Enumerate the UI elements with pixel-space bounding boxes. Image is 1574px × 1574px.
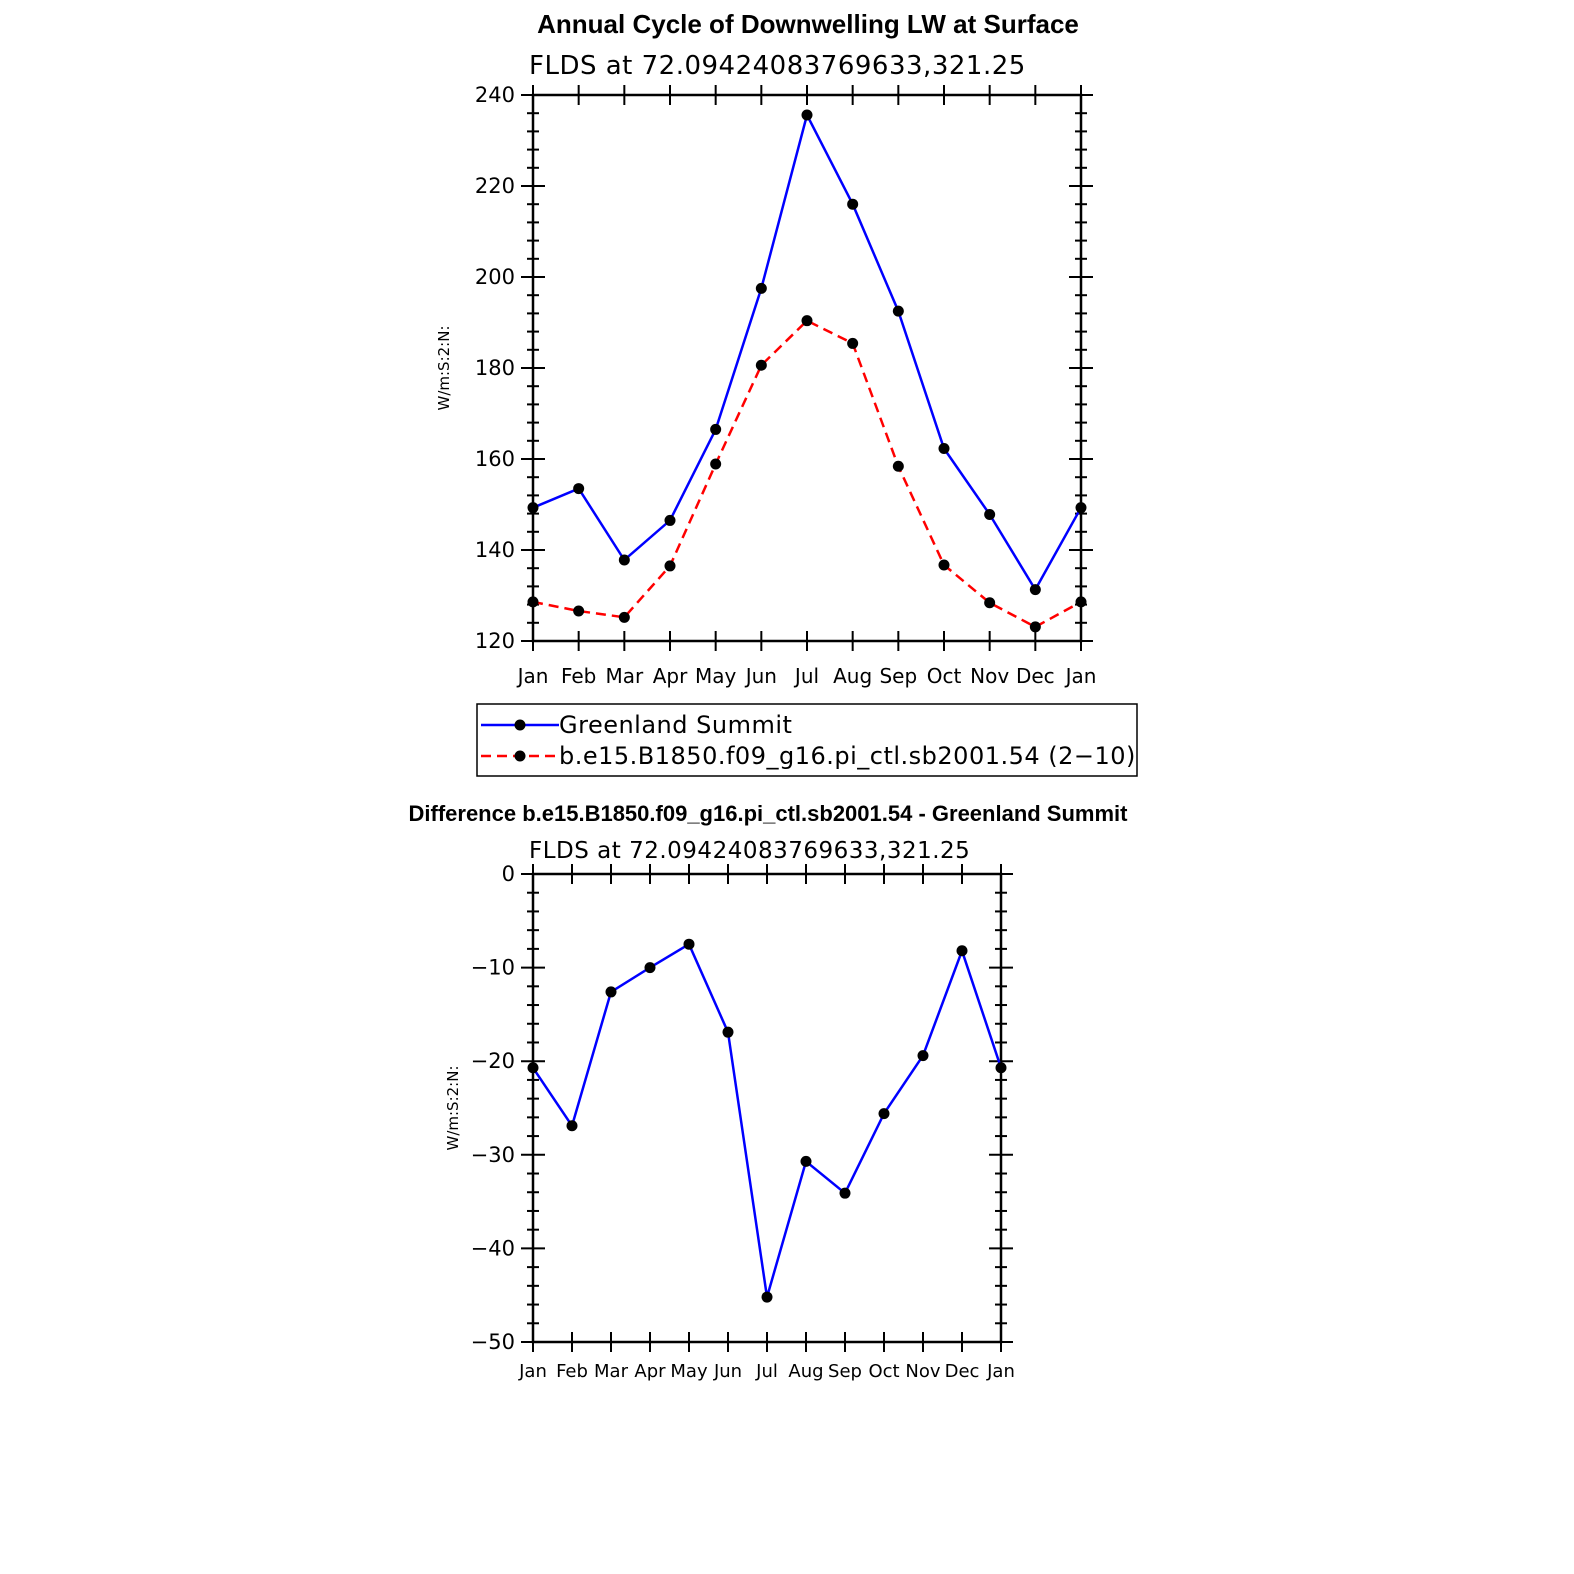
- x-tick-label-apr: Apr: [634, 1361, 666, 1382]
- y-axis-label: W/m:S:2:N:: [435, 325, 453, 411]
- data-point: [1076, 502, 1087, 513]
- data-point: [879, 1108, 890, 1119]
- data-point: [801, 1156, 812, 1167]
- data-point: [847, 338, 858, 349]
- x-tick-label-jan: Jan: [1065, 664, 1097, 688]
- x-tick-label-aug: Aug: [788, 1361, 824, 1382]
- y-tick-label: 200: [474, 265, 515, 289]
- y-tick-label: 160: [474, 447, 515, 471]
- chart-subtitle: FLDS at 72.09424083769633,321.25: [529, 838, 971, 864]
- data-point: [847, 199, 858, 210]
- y-axis-label: W/m:S:2:N:: [444, 1065, 462, 1151]
- y-tick-label: −50: [470, 1330, 515, 1354]
- x-tick-label-jul: Jul: [756, 1361, 778, 1382]
- x-tick-label-sep: Sep: [828, 1361, 862, 1382]
- data-point: [606, 986, 617, 997]
- x-tick-label-dec: Dec: [944, 1361, 980, 1382]
- x-tick-label-jun: Jun: [745, 664, 777, 688]
- y-tick-label: −20: [470, 1049, 515, 1074]
- data-point: [573, 605, 584, 616]
- chart-subtitle: FLDS at 72.09424083769633,321.25: [529, 51, 1026, 81]
- data-point: [984, 509, 995, 520]
- data-point: [619, 555, 630, 566]
- data-point: [840, 1188, 851, 1199]
- data-point: [984, 597, 995, 608]
- x-tick-label-jan: Jan: [987, 1361, 1015, 1382]
- series-line-1: [533, 321, 1081, 627]
- data-point: [756, 283, 767, 294]
- chart-title: Annual Cycle of Downwelling LW at Surface: [537, 9, 1079, 39]
- data-point: [684, 939, 695, 950]
- y-tick-label: −10: [470, 955, 515, 980]
- data-point: [957, 945, 968, 956]
- x-tick-label-dec: Dec: [1015, 664, 1055, 688]
- chart-title: Difference b.e15.B1850.f09_g16.pi_ctl.sb2001.54 - Greenland Summit: [408, 801, 1128, 826]
- data-point: [918, 1050, 929, 1061]
- data-point: [573, 483, 584, 494]
- data-point: [939, 560, 950, 571]
- data-point: [528, 502, 539, 513]
- x-tick-label-aug: Aug: [833, 664, 873, 688]
- legend-entry-0: Greenland Summit: [559, 711, 793, 739]
- data-point: [996, 1062, 1007, 1073]
- y-tick-label: −40: [470, 1236, 515, 1261]
- x-tick-label-nov: Nov: [905, 1361, 941, 1382]
- y-tick-label: 120: [474, 629, 515, 653]
- data-point: [1030, 584, 1041, 595]
- x-tick-label-may: May: [670, 1361, 708, 1382]
- x-tick-label-jan: Jan: [517, 664, 549, 688]
- y-tick-label: 140: [474, 538, 515, 562]
- data-point: [939, 443, 950, 454]
- data-point: [1030, 621, 1041, 632]
- data-point: [710, 424, 721, 435]
- y-tick-label: 180: [474, 356, 515, 380]
- data-point: [528, 1062, 539, 1073]
- x-tick-label-sep: Sep: [879, 664, 918, 688]
- x-tick-label-jun: Jun: [713, 1361, 743, 1382]
- x-tick-label-mar: Mar: [605, 664, 644, 688]
- x-tick-label-oct: Oct: [868, 1361, 900, 1382]
- legend-marker: [515, 751, 526, 762]
- x-tick-label-oct: Oct: [926, 664, 962, 688]
- data-point: [802, 315, 813, 326]
- series-line-0: [533, 944, 1001, 1297]
- data-point: [893, 306, 904, 317]
- data-point: [802, 110, 813, 121]
- legend-marker: [515, 720, 526, 731]
- x-tick-label-jan: Jan: [519, 1361, 547, 1382]
- data-point: [723, 1027, 734, 1038]
- x-tick-label-apr: Apr: [652, 664, 688, 688]
- y-tick-label: 0: [501, 862, 515, 886]
- y-tick-label: 220: [474, 174, 515, 198]
- annual-cycle-chart: [435, 9, 1137, 776]
- data-point: [645, 962, 656, 973]
- legend-entry-1: b.e15.B1850.f09_g16.pi_ctl.sb2001.54 (2−10): [559, 742, 1136, 770]
- data-point: [756, 360, 767, 371]
- x-tick-label-nov: Nov: [970, 664, 1010, 688]
- x-tick-label-mar: Mar: [594, 1361, 628, 1382]
- data-point: [762, 1292, 773, 1303]
- data-point: [567, 1120, 578, 1131]
- plot-frame: [533, 874, 1001, 1342]
- data-point: [893, 461, 904, 472]
- y-tick-label: 240: [474, 83, 515, 107]
- plot-frame: [533, 95, 1081, 641]
- data-point: [528, 596, 539, 607]
- data-point: [665, 560, 676, 571]
- data-point: [710, 459, 721, 470]
- data-point: [1076, 596, 1087, 607]
- x-tick-label-jul: Jul: [794, 664, 820, 688]
- x-tick-label-feb: Feb: [556, 1361, 588, 1382]
- difference-chart: [409, 801, 1129, 1382]
- data-point: [619, 612, 630, 623]
- data-point: [665, 515, 676, 526]
- x-tick-label-may: May: [694, 664, 737, 688]
- x-tick-label-feb: Feb: [560, 664, 597, 688]
- y-tick-label: −30: [470, 1142, 515, 1167]
- series-line-0: [533, 115, 1081, 590]
